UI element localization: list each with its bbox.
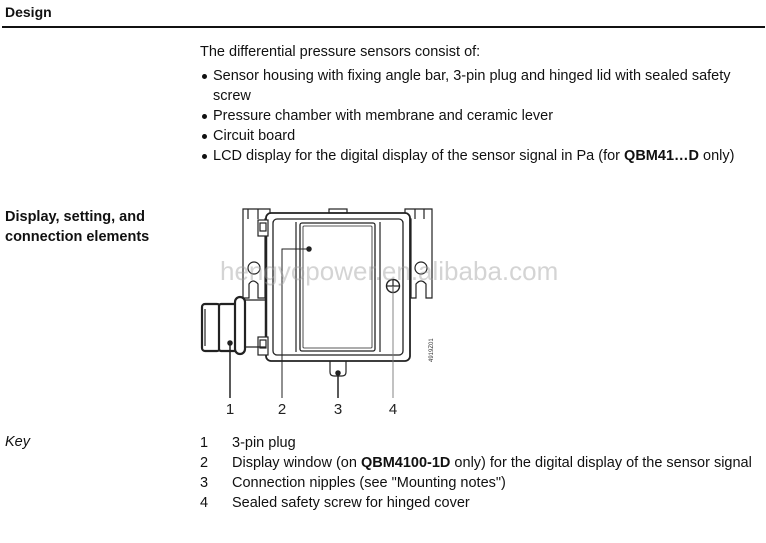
list-item-text: Sensor housing with fixing angle bar, 3-pin plug and hinged lid with sealed safety screw (213, 68, 731, 104)
key-text: Connection nipples (see "Mounting notes") (232, 475, 506, 491)
watermark: hengyopower.en.alibaba.com (220, 256, 559, 286)
key-number: 3 (200, 475, 209, 491)
list-item-text: Circuit board (213, 128, 296, 144)
list-item (200, 106, 766, 126)
key-label: Key (5, 434, 30, 450)
callout-2: 2 (277, 401, 287, 418)
list-item-text: only) (698, 148, 735, 164)
sensor-diagram (190, 195, 450, 420)
list-item (200, 126, 766, 146)
key-text: 3-pin plug (232, 435, 296, 451)
key-number: 2 (200, 455, 209, 471)
model-code: QBM4100-1D (360, 455, 451, 471)
key-number: 1 (200, 435, 209, 451)
key-text: Sealed safety screw for hinged cover (232, 495, 470, 511)
key-text: only) for the digital display of the sensor signal (450, 455, 752, 471)
bullet-icon (202, 114, 207, 119)
bullet-icon (202, 154, 207, 159)
section-title: Design (5, 4, 52, 20)
list-item (200, 66, 766, 106)
bullet-icon (202, 134, 207, 139)
callout-3: 3 (333, 401, 343, 418)
section-divider (2, 26, 765, 28)
bullet-icon (202, 74, 207, 79)
elements-heading-line1: Display, setting, and (5, 209, 145, 225)
design-components-list (200, 66, 766, 166)
list-item (200, 146, 766, 166)
key-item (200, 493, 760, 513)
list-item-text: Pressure chamber with membrane and ceramic lever (213, 108, 554, 124)
key-item (200, 453, 760, 473)
drawing-id: 4919Z01 (429, 338, 435, 362)
list-item-text: LCD display for the digital display of the sensor signal in Pa (for (213, 148, 625, 164)
callout-1: 1 (225, 401, 235, 418)
elements-heading-line2: connection elements (5, 229, 150, 245)
key-number: 4 (200, 495, 209, 511)
elements-heading (5, 207, 195, 247)
callout-4: 4 (388, 401, 398, 418)
key-text: Display window (on (232, 455, 361, 471)
key-item (200, 433, 760, 453)
key-item (200, 473, 760, 493)
design-intro: The differential pressure sensors consist of: (200, 44, 481, 60)
key-list (200, 433, 760, 513)
model-code: QBM41…D (624, 148, 699, 164)
